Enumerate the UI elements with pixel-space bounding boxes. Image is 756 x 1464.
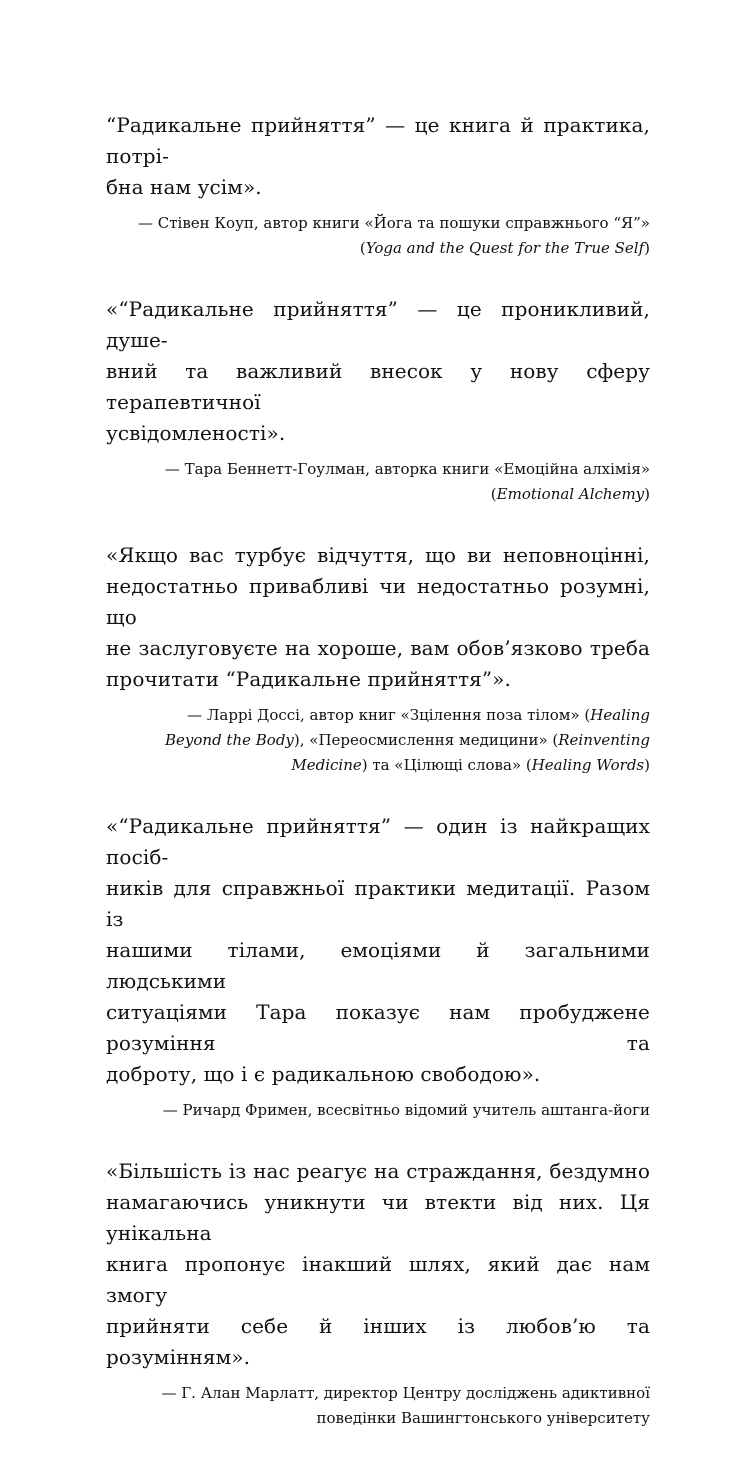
quote-line: книга пропонує інакший шлях, який дає нам змогу (106, 1252, 650, 1307)
quote-line: ситуаціями Тара показує нам пробуджене розуміння та (106, 1000, 650, 1055)
quote-line: доброту, що і є радикальною свободою». (106, 1062, 541, 1086)
attribution-title-original: Healing Words (531, 756, 645, 774)
blurb-attribution (106, 703, 650, 778)
attribution-text: — Г. Алан Марлатт, директор Центру досліджень адиктивної (161, 1384, 650, 1402)
quote-line: не заслуговуєте на хороше, вам обов’язково треба (106, 636, 650, 660)
quote-line: усвідомленості». (106, 421, 286, 445)
attribution-text: ), «Переосмислення медицини» ( (293, 731, 559, 749)
attribution-text: — Ричард Фримен, всесвітньо відомий учитель аштанга-йоги (162, 1101, 650, 1119)
quote-line: ників для справжньої практики медитації. Разом із (106, 876, 650, 931)
quote-line: бна нам усім». (106, 175, 262, 199)
attribution-line (106, 482, 650, 507)
attribution-title-original: Reinventing (558, 731, 650, 749)
blurb-quote (106, 110, 650, 203)
attribution-text: — Ларрі Доссі, автор книг «Зцілення поза тілом» ( (187, 706, 591, 724)
attribution-text: ) (644, 756, 650, 774)
quote-line: “Радикальне прийняття” — це книга й практика, потрі- (106, 113, 650, 168)
blurb-block (106, 294, 650, 507)
blurb-block (106, 540, 650, 778)
quote-line: «Якщо вас турбує відчуття, що ви неповноцінні, (106, 543, 650, 567)
attribution-text: ) (644, 485, 650, 503)
blurb-attribution (106, 1381, 650, 1431)
attribution-title-original: Medicine (291, 756, 362, 774)
attribution-line (106, 703, 650, 728)
attribution-text: ( (359, 239, 366, 257)
attribution-title-original: Beyond the Body (165, 731, 294, 749)
blurb-quote (106, 294, 650, 449)
blurb-block (106, 811, 650, 1123)
quote-line: «Більшість із нас реагує на страждання, бездумно (106, 1159, 650, 1183)
attribution-line (106, 457, 650, 482)
attribution-title-original: Emotional Alchemy (496, 485, 645, 503)
blurb-attribution (106, 457, 650, 507)
attribution-title-original: Healing (590, 706, 650, 724)
attribution-line (106, 753, 650, 778)
blurb-quote (106, 1156, 650, 1373)
attribution-line (106, 1381, 650, 1406)
blurb-block (106, 1156, 650, 1431)
quote-line: недостатньо привабливі чи недостатньо розумні, що (106, 574, 650, 629)
blurbs-page (106, 110, 650, 1464)
attribution-line (106, 728, 650, 753)
quote-line: нашими тілами, емоціями й загальними людськими (106, 938, 650, 993)
quote-line: прочитати “Радикальне прийняття”». (106, 667, 511, 691)
attribution-line (106, 236, 650, 261)
blurb-attribution (106, 211, 650, 261)
attribution-title-original: Yoga and the Quest for the True Self (365, 239, 645, 257)
attribution-text: поведінки Вашингтонського університету (316, 1409, 650, 1427)
attribution-line (106, 211, 650, 236)
quote-line: вний та важливий внесок у нову сферу терапевтичної (106, 359, 650, 414)
attribution-text: ) та «Цілющі слова» ( (361, 756, 532, 774)
attribution-text: — Тара Беннетт-Гоулман, авторка книги «Емоційна алхімія» (164, 460, 650, 478)
attribution-line (106, 1406, 650, 1431)
attribution-line (106, 1098, 650, 1123)
attribution-text: ( (490, 485, 497, 503)
quote-line: «“Радикальне прийняття” — це проникливий, душе- (106, 297, 650, 352)
quote-line: «“Радикальне прийняття” — один із найкращих посіб- (106, 814, 650, 869)
attribution-text: — Стівен Коуп, автор книги «Йога та пошуки справжнього “Я”» (138, 214, 650, 232)
blurb-quote (106, 811, 650, 1090)
quote-line: прийняти себе й інших із любов’ю та розумінням». (106, 1314, 650, 1369)
blurb-attribution (106, 1098, 650, 1123)
blurb-block (106, 110, 650, 261)
blurb-quote (106, 540, 650, 695)
attribution-text: ) (644, 239, 650, 257)
quote-line: намагаючись уникнути чи втекти від них. Ця унікальна (106, 1190, 650, 1245)
